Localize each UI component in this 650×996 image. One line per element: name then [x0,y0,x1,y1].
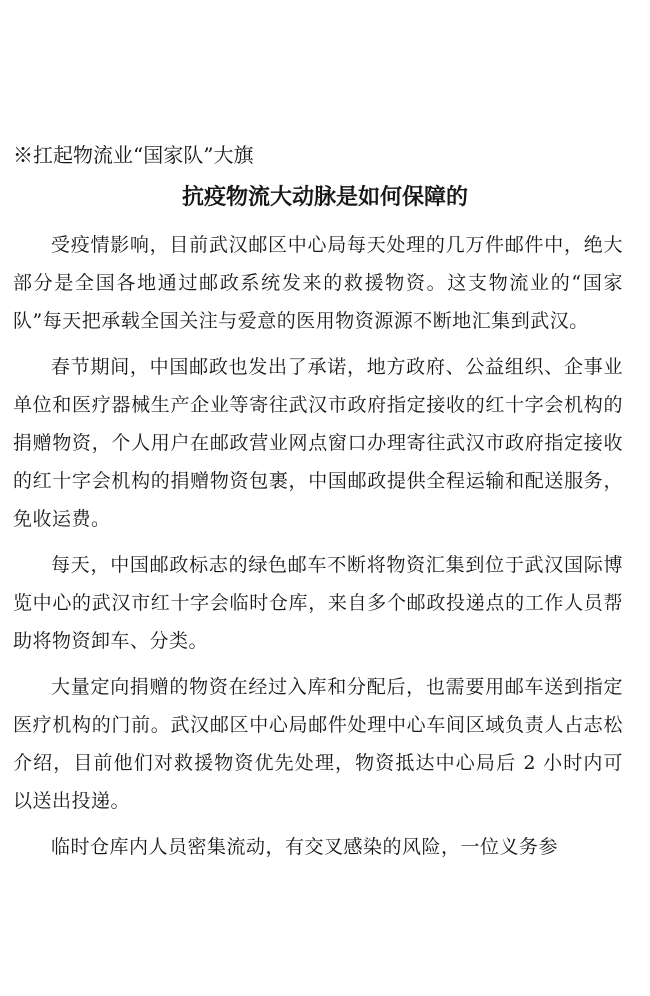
paragraph: 大量定向捐赠的物资在经过入库和分配后，也需要用邮车送到指定医疗机构的门前。武汉邮区中心局邮件处理中心车间区域负责人占志松介绍，目前他们对救援物资优先处理，物资抵达中心局后 2 小时内可以送出投递。 [13,676,623,812]
section-label: ※扛起物流业“国家队”大旗 [13,143,254,167]
paragraph: 每天，中国邮政标志的绿色邮车不断将物资汇集到位于武汉国际博览中心的武汉市红十字会临时仓库，来自多个邮政投递点的工作人员帮助将物资卸车、分类。 [13,554,623,652]
paragraph: 春节期间，中国邮政也发出了承诺，地方政府、公益组织、企事业单位和医疗器械生产企业等寄往武汉市政府指定接收的红十字会机构的捐赠物资，个人用户在邮政营业网点窗口办理寄往武汉市政府指定接收的红十字会机构的捐赠物资包裹，中国邮政提供全程运输和配送服务，免收运费。 [13,356,623,530]
paragraph: 临时仓库内人员密集流动，有交叉感染的风险，一位义务参 [51,836,559,858]
article-body [13,226,623,874]
article-title: 抗疫物流大动脉是如何保障的 [181,185,468,210]
paragraph: 受疫情影响，目前武汉邮区中心局每天处理的几万件邮件中，绝大部分是全国各地通过邮政系统发来的救援物资。这支物流业的“国家队”每天把承载全国关注与爱意的医用物资源源不断地汇集到武汉。 [13,234,623,332]
